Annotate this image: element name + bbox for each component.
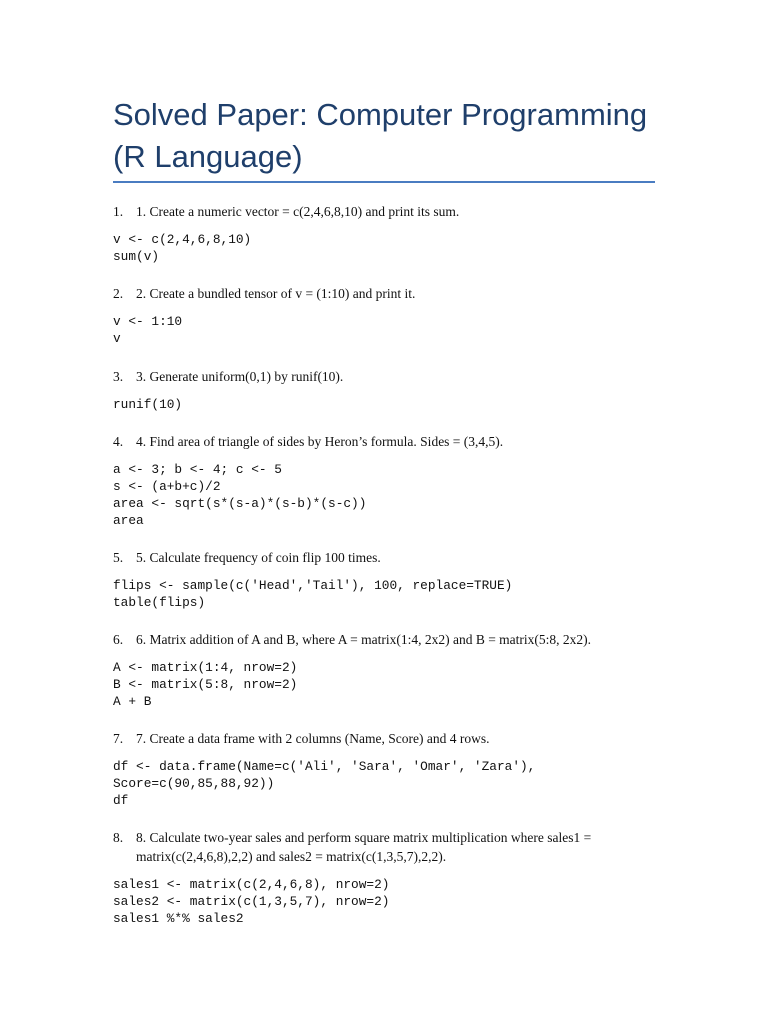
question-text: [113, 202, 655, 221]
code-snippet: flips <- sample(c('Head','Tail'), 100, replace=TRUE) table(flips): [113, 578, 513, 610]
question-text: [113, 630, 655, 649]
question-text: [113, 828, 655, 866]
question-block: [113, 828, 655, 927]
question-block: [113, 729, 655, 809]
question-block: [113, 284, 655, 347]
question-number: 4.: [113, 434, 124, 449]
question-number: 1.: [113, 204, 124, 219]
question-prompt: 5. Calculate frequency of coin flip 100 times.: [136, 550, 381, 565]
question-number: 7.: [113, 731, 124, 746]
question-block: [113, 202, 655, 265]
code-snippet: A <- matrix(1:4, nrow=2) B <- matrix(5:8, nrow=2) A + B: [113, 660, 298, 709]
code-snippet: v <- c(2,4,6,8,10) sum(v): [113, 232, 252, 264]
question-block: [113, 432, 655, 529]
question-text: [113, 432, 655, 451]
question-text: [113, 284, 655, 303]
question-block: [113, 367, 655, 413]
question-prompt: 7. Create a data frame with 2 columns (Name, Score) and 4 rows.: [136, 731, 490, 746]
question-prompt: 2. Create a bundled tensor of v = (1:10) and print it.: [136, 286, 416, 301]
question-number: 8.: [113, 830, 124, 845]
question-text: [113, 548, 655, 567]
question-number: 5.: [113, 550, 124, 565]
question-number: 6.: [113, 632, 124, 647]
code-snippet: sales1 <- matrix(c(2,4,6,8), nrow=2) sales2 <- matrix(c(1,3,5,7), nrow=2) sales1 %*% sales2: [113, 877, 390, 926]
code-snippet: a <- 3; b <- 4; c <- 5 s <- (a+b+c)/2 area <- sqrt(s*(s-a)*(s-b)*(s-c)) area: [113, 462, 367, 528]
question-text: [113, 367, 655, 386]
question-block: [113, 548, 655, 611]
question-block: [113, 630, 655, 710]
question-number: 2.: [113, 286, 124, 301]
question-number: 3.: [113, 369, 124, 384]
document-title: Solved Paper: Computer Programming (R Language): [113, 97, 648, 174]
document-page: [113, 0, 655, 927]
code-snippet: v <- 1:10 v: [113, 314, 183, 346]
title-divider: [113, 181, 655, 183]
code-snippet: runif(10): [113, 397, 183, 412]
question-prompt: 8. Calculate two-year sales and perform square matrix multiplication where sales1 = matrix(c(2,4,6,8),2,2) and sales2 = matrix(c(1,3,5,7),2,2).: [136, 830, 592, 864]
question-prompt: 1. Create a numeric vector = c(2,4,6,8,10) and print its sum.: [136, 204, 460, 219]
question-prompt: 4. Find area of triangle of sides by Heron’s formula. Sides = (3,4,5).: [136, 434, 504, 449]
question-prompt: 3. Generate uniform(0,1) by runif(10).: [136, 369, 344, 384]
question-text: [113, 729, 655, 748]
code-snippet: df <- data.frame(Name=c('Ali', 'Sara', 'Omar', 'Zara'), Score=c(90,85,88,92)) df: [113, 759, 536, 808]
question-prompt: 6. Matrix addition of A and B, where A = matrix(1:4, 2x2) and B = matrix(5:8, 2x2).: [136, 632, 592, 647]
